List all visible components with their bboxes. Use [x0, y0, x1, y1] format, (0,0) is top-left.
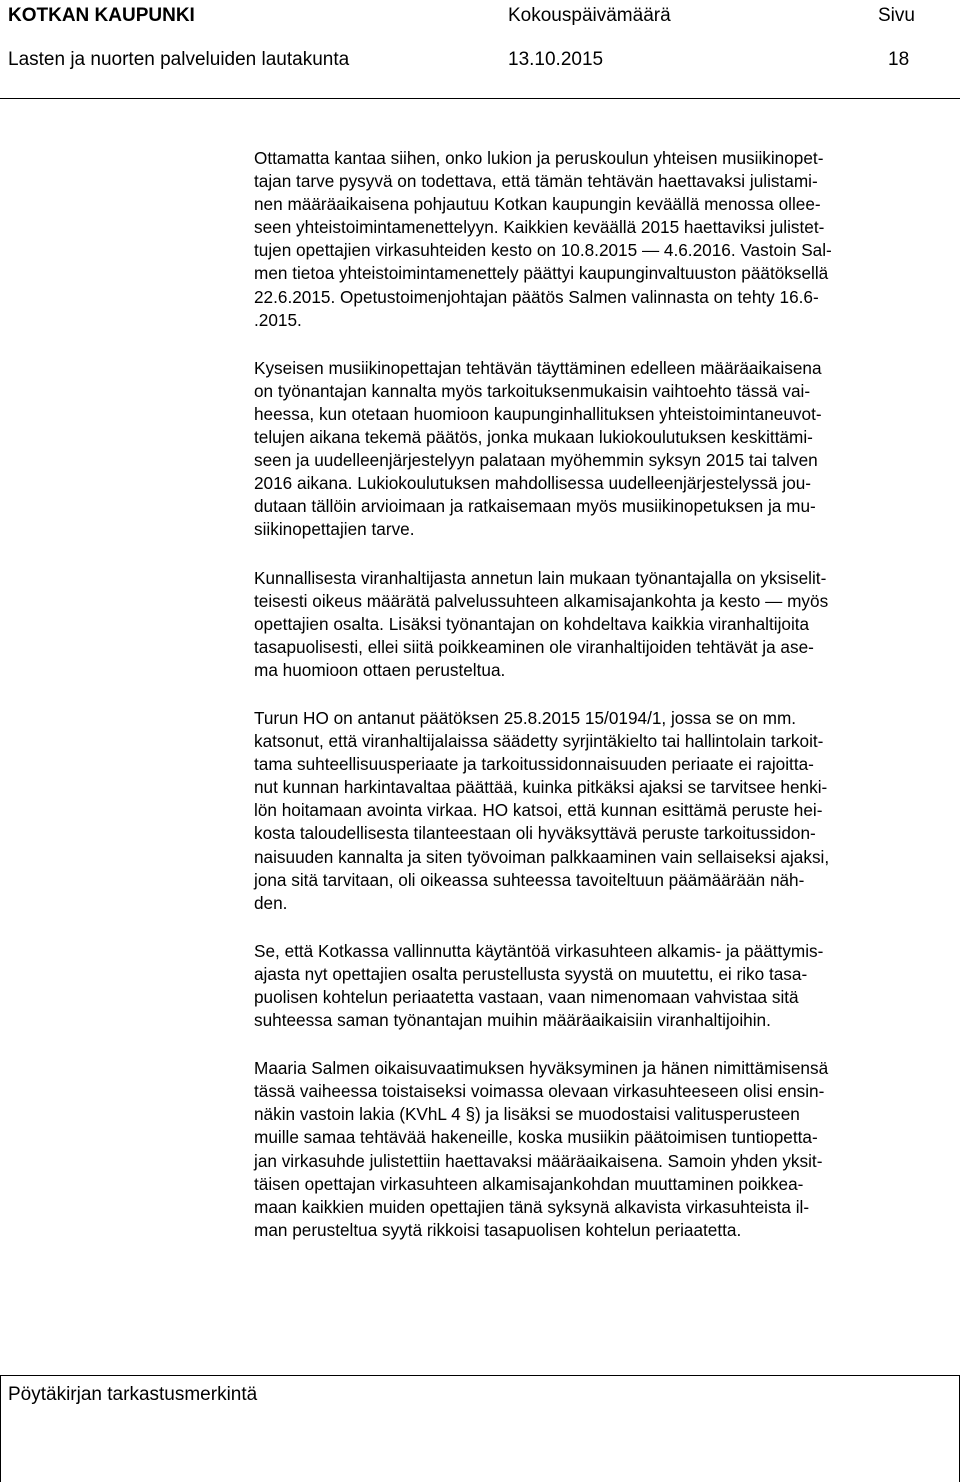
paragraph: Kyseisen musiikinopettajan tehtävän täyttäminen edelleen määräaikaisena on työnantajan kannalta myös tarkoituksenmukaisin vaihtoehto tässä vai- heessa, kun otetaan huomioon kaupunginhallituksen yhteistoimintaneuvot- telujen aikana tekemä päätös, jonka mukaan lukiokoulutuksen keskittämi- seen ja uudelleenjärjestelyyn palataan myöhemmin syksyn 2015 tai talven 2016 aikana. Lukiokoulutuksen mahdollisessa uudelleenjärjestelyssä jou- dutaan tällöin arvioimaan ja ratkaisemaan myös musiikinopetuksen ja mu- siikinopettajien tarve.	[254, 357, 822, 540]
paragraph: Ottamatta kantaa siihen, onko lukion ja peruskoulun yhteisen musiikinopet- tajan tarve pysyvä on todettava, että tämän tehtävän haettavaksi julistami- nen määräaikaisena pohjautuu Kotkan kaupungin keväällä menossa olleе- seen yhteistoimintamenettelyyn. Kaikkien keväällä 2015 haettaviksi julistet- tujen opettajien virkasuhteiden kesto on 10.8.2015 — 4.6.2016. Vastoin Sal- men tietoa yhteistoimintamenettely päättyi kaupunginvaltuuston päätöksellä 22.6.2015. Opetustoimenjohtajan päätös Salmen valinnasta on tehty 16.6- .2015.	[254, 148, 832, 330]
footer-box-left-border	[0, 1375, 1, 1482]
board-name: Lasten ja nuorten palveluiden lautakunta	[8, 49, 350, 70]
header-divider	[0, 98, 960, 99]
paragraph: Turun HO on antanut päätöksen 25.8.2015 15/0194/1, jossa se on mm. katsonut, että viranhaltijalaissa säädetty syrjintäkielto tai hallintolain tarkoit- tama suhteellisuusperiaate ja tarkoitussidonnaisuuden periaate ei rajoitta- nut kunnan harkintavaltaa päättää, kuinka pitkäksi ajaksi se tarvitsee henki- lön hoitamaan avointa virkaa. HO katsoi, että kunnan esittämä peruste hei- kosta taloudellisesta tilanteestaan oli hyväksyttävä peruste tarkoitussidon- naisuuden kannalta ja siten työvoiman palkkaaminen vain sellaiseksi ajaksi, jona sitä tarvitaan, oli oikeassa suhteessa tavoiteltuun päämäärään näh- den.	[254, 707, 830, 913]
paragraph: Se, että Kotkassa vallinnutta käytäntöä virkasuhteen alkamis- ja päättymis- ajasta nyt opettajien osalta perustellusta syystä on muutettu, ei riko tasa- puolisen kohtelun periaatetta vastaan, vaan nimenomaan vahvistaa sitä suhteessa saman työnantajan muihin määräaikaisiin viranhaltijoihin.	[254, 940, 824, 1031]
meeting-date: 13.10.2015	[508, 49, 604, 70]
meeting-date-label: Kokouspäivämäärä	[508, 5, 671, 26]
page-number: 18	[888, 49, 910, 70]
org-name: KOTKAN KAUPUNKI	[8, 5, 195, 26]
document-body	[254, 147, 958, 1267]
page-label: Sivu	[878, 5, 915, 26]
paragraph: Kunnallisesta viranhaltijasta annetun lain mukaan työnantajalla on yksiselit- teisesti oikeus määrätä palvelussuhteen alkamisajankohta ja kesto — myös opettajien osalta. Lisäksi työnantajan on kohdeltava kaikkia viranhaltijoita tasapuolisesti, ellei siitä poikkeaminen ole viranhaltijoiden tehtävät ja ase- ma huomioon ottaen perusteltua.	[254, 567, 829, 680]
paragraph: Maaria Salmen oikaisuvaatimuksen hyväksyminen ja hänen nimittämisensä tässä vaiheessa toistaiseksi voimassa olevaan virkasuhteeseen olisi ensin- näkin vastoin lakia (KVhL 4 §) ja lisäksi se muodostaisi valitusperusteen muille samaa tehtävää hakeneille, koska musiikin päätoimisen tuntiopetta- jan virkasuhde julistettiin haettavaksi määräaikaisena. Samoin yhden yksit- täisen opettajan virkasuhteen alkamisajankohdan muuttaminen poikkea- maan kaikkien muiden opettajien tänä syksynä alkavista virkasuhteista il- man perusteltua syytä rikkoisi tasapuolisen kohtelun periaatetta.	[254, 1058, 829, 1240]
footer-label: Pöytäkirjan tarkastusmerkintä	[8, 1384, 258, 1405]
